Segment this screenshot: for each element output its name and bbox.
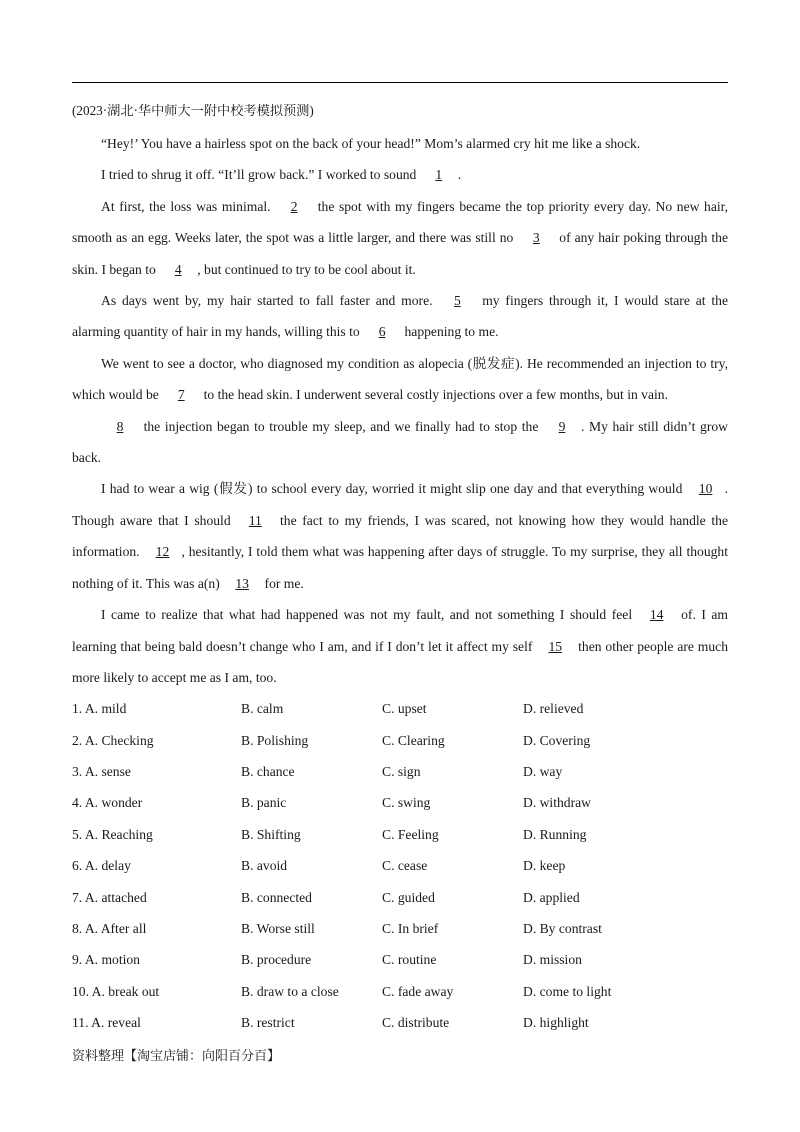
passage-text: of any hair poking through the skin. I began to: [72, 230, 728, 277]
option-row: [72, 725, 728, 756]
passage-paragraph: [72, 473, 728, 599]
option-row: [72, 756, 728, 787]
passage-text: the injection began to trouble my sleep, and we finally had to stop the: [139, 418, 543, 434]
option-b: B. calm: [241, 701, 284, 717]
blank-number: 9: [558, 418, 566, 434]
option-c: C. fade away: [382, 983, 454, 999]
option-d: D. Covering: [523, 732, 591, 748]
passage-text: to the head skin. I underwent several costly injections over a few months, but in vain.: [200, 387, 668, 403]
passage-text: I tried to shrug it off. “It’ll grow back.” I worked to sound: [101, 167, 420, 183]
passage-text: the fact to my friends, I was scared, not knowing how they would handle the information.: [72, 512, 728, 560]
option-a: 6. A. delay: [72, 858, 131, 874]
passage-text: “Hey!’ You have a hairless spot on the back of your head!” Mom’s alarmed cry hit me like a shock.: [101, 136, 641, 151]
passage-text: As days went by, my hair started to fall faster and more.: [101, 293, 439, 309]
blank-number: 12: [155, 544, 170, 560]
option-row: [72, 976, 728, 1007]
option-d: D. By contrast: [523, 921, 602, 937]
blank-number: 8: [116, 418, 124, 434]
blank-number: 7: [177, 387, 185, 403]
blank-number: 5: [453, 293, 461, 309]
header-rule: [72, 82, 728, 83]
cloze-passage: [72, 128, 728, 693]
answer-options: [72, 693, 728, 1038]
option-row: [72, 882, 728, 913]
option-b: B. avoid: [241, 858, 288, 874]
option-row: [72, 1007, 728, 1038]
option-b: B. panic: [241, 795, 287, 811]
option-row: [72, 913, 728, 944]
passage-text: At first, the loss was minimal.: [101, 198, 276, 214]
option-a: 1. A. mild: [72, 701, 127, 717]
passage-paragraph: [72, 128, 728, 159]
passage-text: We went to see a doctor, who diagnosed my condition as alopecia (脱发症). He recommended an injection to try, which would be: [72, 355, 728, 403]
blank-number: 15: [548, 638, 563, 654]
option-d: D. way: [523, 764, 563, 780]
option-c: C. distribute: [382, 1015, 450, 1031]
footer-note: 资料整理【淘宝店铺：向阳百分百】: [72, 1049, 281, 1064]
option-b: B. Polishing: [241, 732, 309, 748]
source-label: (2023·湖北·华中师大一附中校考模拟预测): [72, 103, 314, 118]
option-a: 9. A. motion: [72, 952, 140, 968]
option-a: 5. A. Reaching: [72, 826, 153, 842]
option-b: B. chance: [241, 764, 295, 780]
option-c: C. sign: [382, 764, 421, 780]
option-c: C. In brief: [382, 921, 439, 937]
option-c: C. upset: [382, 701, 427, 717]
option-c: C. swing: [382, 795, 431, 811]
option-d: D. relieved: [523, 701, 584, 717]
option-d: D. withdraw: [523, 795, 591, 811]
blank-number: 4: [174, 261, 182, 277]
option-d: D. Running: [523, 826, 587, 842]
option-b: B. procedure: [241, 952, 312, 968]
option-b: B. Worse still: [241, 921, 315, 937]
option-a: 8. A. After all: [72, 921, 147, 937]
blank-number: 10: [698, 481, 713, 497]
option-row: [72, 787, 728, 818]
blank-number: 13: [235, 575, 249, 591]
option-a: 2. A. Checking: [72, 732, 154, 748]
option-a: 7. A. attached: [72, 889, 147, 905]
passage-text: happening to me.: [401, 324, 499, 340]
option-a: 11. A. reveal: [72, 1015, 141, 1031]
passage-text: for me.: [261, 575, 304, 591]
option-row: [72, 819, 728, 850]
blank-number: 2: [290, 198, 298, 214]
option-c: C. Feeling: [382, 826, 439, 842]
option-d: D. mission: [523, 952, 582, 968]
passage-text: , hesitantly, I told them what was happening after days of struggle. To my surprise, they all thought nothing of it. This was a(n): [72, 544, 728, 591]
option-c: C. guided: [382, 889, 435, 905]
option-a: 4. A. wonder: [72, 795, 143, 811]
passage-paragraph: [72, 599, 728, 693]
passage-text: .: [457, 167, 462, 183]
passage-paragraph: [72, 411, 728, 474]
option-row: [72, 850, 728, 881]
passage-text: . Though aware that I should: [72, 481, 728, 528]
option-c: C. routine: [382, 952, 437, 968]
option-a: 10. A. break out: [72, 983, 160, 999]
passage-text: , but continued to try to be cool about it.: [197, 261, 416, 277]
passage-paragraph: [72, 348, 728, 411]
option-b: B. draw to a close: [241, 983, 339, 999]
passage-paragraph: [72, 285, 728, 348]
passage-paragraph: [72, 159, 728, 190]
blank-number: 1: [435, 167, 443, 183]
passage-text: then other people are much more likely to accept me as I am, too.: [72, 638, 728, 685]
passage-text: I came to realize that what had happened was not my fault, and not something I should feel: [101, 607, 638, 623]
blank-number: 6: [378, 324, 386, 340]
option-d: D. keep: [523, 858, 566, 874]
option-row: [72, 693, 728, 724]
passage-text: the spot with my fingers became the top priority every day. No new hair, smooth as an egg. Weeks later, the spot was a little larger, and there was still no: [72, 198, 729, 246]
option-c: C. cease: [382, 858, 428, 874]
option-b: B. restrict: [241, 1015, 295, 1031]
option-a: 3. A. sense: [72, 764, 131, 780]
option-d: D. come to light: [523, 983, 612, 999]
option-d: D. highlight: [523, 1015, 589, 1031]
blank-number: 11: [248, 512, 262, 528]
option-d: D. applied: [523, 889, 580, 905]
option-c: C. Clearing: [382, 732, 445, 748]
exam-page: [72, 97, 728, 1039]
blank-number: 14: [649, 607, 664, 623]
blank-number: 3: [532, 230, 540, 246]
passage-text: my fingers through it, I would stare at the alarming quantity of hair in my hands, willing this to: [72, 293, 728, 340]
option-row: [72, 944, 728, 975]
passage-paragraph: [72, 191, 728, 285]
option-b: B. connected: [241, 889, 312, 905]
passage-text: . My hair still didn’t grow back.: [72, 418, 728, 466]
option-b: B. Shifting: [241, 826, 301, 842]
passage-text: I had to wear a wig (假发) to school every day, worried it might slip one day and that everything would: [101, 481, 687, 497]
passage-text: of. I am learning that being bald doesn’t change who I am, and if I don’t let it affect my self: [72, 607, 728, 654]
